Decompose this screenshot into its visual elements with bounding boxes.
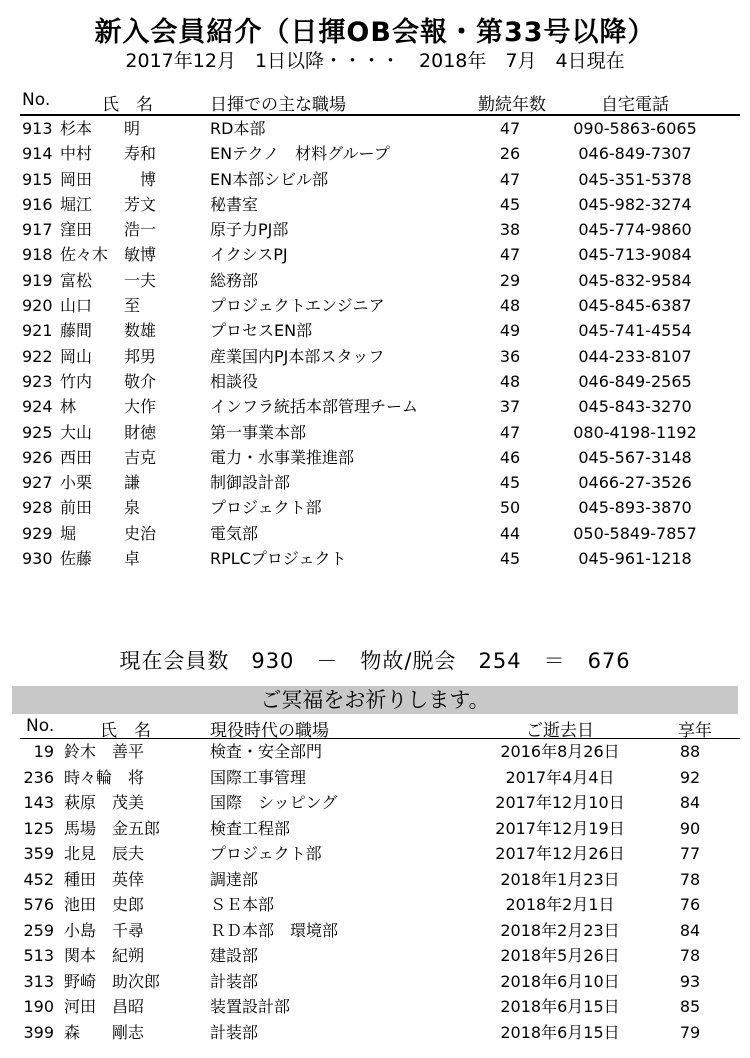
deceased-date: 2018年6月15日 (500, 1022, 620, 1042)
deceased-name: 河田 昌昭 (64, 997, 145, 1016)
header-tel: 自宅電話 (601, 95, 669, 115)
deceased-name: 萩原 茂美 (64, 793, 145, 812)
table-row (20, 790, 740, 816)
deceased-age: 78 (679, 946, 701, 965)
member-name: 岡山 邦男 (60, 346, 157, 366)
table-row (20, 867, 740, 893)
member-years: 47 (499, 422, 521, 442)
table-header (20, 716, 740, 739)
member-name: 竹内 敬介 (60, 371, 157, 391)
member-years: 47 (499, 245, 521, 265)
deceased-name: 鈴木 善平 (64, 742, 145, 761)
member-name: 岡田 博 (60, 169, 157, 189)
member-tel: 046-849-7307 (578, 144, 692, 164)
deceased-date: 2018年2月1日 (505, 895, 615, 914)
deceased-job: 調達部 (210, 869, 259, 889)
table-row (20, 293, 740, 318)
member-tel: 045-893-3870 (578, 498, 692, 518)
member-job: 産業国内PJ本部スタッフ (210, 346, 385, 366)
deceased-job: 検査・安全部門 (210, 742, 323, 761)
deceased-date: 2018年1月23日 (500, 869, 620, 889)
member-job: 原子力PJ部 (210, 220, 289, 240)
member-tel: 046-849-2565 (578, 371, 692, 391)
member-job: ENテクノ 材料グループ (210, 144, 390, 164)
deceased-name: 時々輪 将 (64, 767, 145, 787)
deceased-no: 19 (33, 742, 54, 761)
deceased-name: 森 剛志 (64, 1022, 145, 1042)
member-name: 山口 至 (60, 296, 141, 316)
deceased-job: ＳＥ本部 (210, 895, 275, 914)
member-tel: 0466-27-3526 (578, 473, 692, 493)
deceased-age: 90 (679, 818, 701, 838)
member-tel: 080-4198-1192 (573, 422, 697, 442)
member-job: RD本部 (210, 119, 266, 138)
table-row (20, 344, 740, 369)
obituary-table (20, 716, 740, 1045)
member-years: 38 (499, 220, 521, 240)
deceased-job: 装置設計部 (210, 997, 291, 1016)
member-name: 小栗 謙 (60, 473, 141, 493)
header-job: 現役時代の職場 (210, 721, 329, 741)
member-count-summary: 現在会員数 930 － 物故/脱会 254 ＝ 676 (119, 649, 631, 673)
member-tel: 045-713-9084 (578, 245, 692, 265)
member-name: 藤間 数雄 (60, 321, 157, 341)
table-row (20, 369, 740, 394)
deceased-no: 513 (23, 946, 54, 965)
member-tel: 044-233-8107 (578, 346, 692, 366)
table-row (20, 892, 740, 918)
table-row (20, 116, 740, 141)
deceased-name: 馬場 金五郎 (64, 818, 161, 838)
deceased-job: 計装部 (210, 971, 259, 991)
member-job: インフラ統括本部管理チーム (210, 397, 419, 417)
deceased-name: 種田 英倖 (64, 869, 145, 889)
deceased-date: 2017年12月26日 (495, 844, 625, 863)
member-no: 929 (22, 523, 53, 543)
member-no: 919 (22, 270, 53, 290)
deceased-job: 国際工事管理 (210, 767, 307, 787)
deceased-no: 190 (23, 997, 54, 1016)
member-name: 窪田 浩一 (60, 220, 157, 240)
deceased-age: 92 (679, 767, 701, 787)
member-job: 電力・水事業推進部 (210, 447, 355, 467)
table-row (20, 1020, 740, 1046)
table-row (20, 141, 740, 166)
deceased-no: 399 (23, 1022, 54, 1042)
header-job: 日揮での主な職場 (210, 95, 346, 115)
member-years: 48 (499, 371, 521, 391)
deceased-job: 計装部 (210, 1022, 259, 1042)
deceased-age: 93 (679, 971, 701, 991)
table-row (20, 420, 740, 445)
table-row (20, 739, 740, 765)
member-name: 大山 財徳 (60, 422, 157, 442)
member-name: 富松 一夫 (60, 270, 157, 290)
member-tel: 045-741-4554 (578, 321, 692, 341)
member-years: 47 (499, 119, 521, 138)
table-row (20, 242, 740, 267)
header-name: 氏 名 (102, 95, 153, 115)
member-years: 26 (499, 144, 521, 164)
deceased-age: 84 (679, 920, 701, 940)
member-tel: 045-567-3148 (578, 447, 692, 467)
header-years: 勤続年数 (478, 95, 546, 115)
deceased-date: 2018年5月26日 (500, 946, 620, 965)
table-row (20, 546, 740, 571)
member-no: 920 (22, 296, 53, 316)
member-no: 914 (22, 144, 53, 164)
deceased-name: 小島 千尋 (64, 920, 145, 940)
member-name: 佐々木 敏博 (60, 245, 157, 265)
member-no: 930 (22, 549, 53, 569)
deceased-date: 2018年2月23日 (500, 920, 620, 940)
member-name: 佐藤 卓 (60, 549, 141, 569)
table-row (20, 268, 740, 293)
member-years: 48 (499, 296, 521, 316)
member-years: 29 (499, 270, 521, 290)
header-name: 氏 名 (100, 721, 151, 741)
member-no: 915 (22, 169, 53, 189)
member-job: 秘書室 (210, 194, 259, 214)
deceased-date: 2018年6月15日 (500, 997, 620, 1016)
table-header (20, 90, 740, 116)
header-age: 享年 (678, 721, 712, 741)
member-name: 堀江 芳文 (60, 194, 157, 214)
member-name: 前田 泉 (60, 498, 141, 518)
deceased-age: 76 (679, 895, 701, 914)
member-tel: 045-843-3270 (578, 397, 692, 417)
member-years: 50 (499, 498, 521, 518)
member-no: 924 (22, 397, 53, 417)
member-years: 36 (499, 346, 521, 366)
member-job: プロジェクトエンジニア (210, 296, 385, 316)
table-row (20, 192, 740, 217)
member-job: 第一事業本部 (210, 422, 307, 442)
member-no: 923 (22, 371, 53, 391)
member-no: 928 (22, 498, 53, 518)
table-row (20, 521, 740, 546)
table-row (20, 470, 740, 495)
obituary-body (20, 739, 740, 1045)
member-job: EN本部シビル部 (210, 169, 329, 189)
table-row (20, 765, 740, 791)
table-row (20, 841, 740, 867)
deceased-age: 88 (679, 742, 701, 761)
member-name: 杉本 明 (60, 119, 141, 138)
deceased-name: 池田 史郎 (64, 895, 145, 914)
member-years: 37 (499, 397, 521, 417)
deceased-date: 2016年8月26日 (500, 742, 620, 761)
member-years: 45 (499, 473, 521, 493)
deceased-name: 北見 辰夫 (64, 844, 145, 863)
member-job: 相談役 (210, 371, 259, 391)
deceased-no: 236 (23, 767, 54, 787)
member-job: プロジェクト部 (210, 498, 322, 518)
page-title: 新入会員紹介（日揮OB会報・第33号以降） (94, 17, 656, 48)
member-tel: 090-5863-6065 (573, 119, 697, 138)
member-years: 44 (499, 523, 521, 543)
deceased-job: プロジェクト部 (210, 844, 322, 863)
deceased-age: 84 (679, 793, 701, 812)
member-no: 918 (22, 245, 53, 265)
member-name: 林 大作 (60, 397, 157, 417)
deceased-date: 2017年12月10日 (495, 793, 625, 812)
deceased-date: 2018年6月10日 (500, 971, 620, 991)
member-job: イクシスPJ (210, 245, 288, 265)
new-members-body (20, 116, 740, 571)
deceased-job: 検査工程部 (210, 818, 291, 838)
deceased-no: 125 (23, 818, 54, 838)
member-no: 916 (22, 194, 53, 214)
table-row (20, 918, 740, 944)
member-no: 921 (22, 321, 53, 341)
member-years: 46 (499, 447, 521, 467)
member-years: 45 (499, 194, 521, 214)
member-tel: 045-351-5378 (578, 169, 692, 189)
deceased-date: 2017年4月4日 (505, 767, 615, 787)
member-no: 913 (22, 119, 53, 138)
deceased-age: 78 (679, 869, 701, 889)
member-years: 49 (499, 321, 521, 341)
deceased-age: 77 (679, 844, 701, 863)
deceased-age: 79 (679, 1022, 701, 1042)
deceased-name: 野崎 助次郎 (64, 971, 161, 991)
header-no: No. (22, 90, 51, 110)
table-row (20, 318, 740, 343)
table-row (20, 994, 740, 1020)
deceased-no: 359 (23, 844, 54, 863)
table-row (20, 495, 740, 520)
deceased-no: 143 (23, 793, 54, 812)
member-name: 中村 寿和 (60, 144, 157, 164)
deceased-job: 建設部 (210, 946, 259, 965)
member-years: 45 (499, 549, 521, 569)
table-row (20, 394, 740, 419)
member-tel: 050-5849-7857 (573, 523, 697, 543)
member-years: 47 (499, 169, 521, 189)
table-row (20, 816, 740, 842)
deceased-no: 259 (23, 920, 54, 940)
member-no: 927 (22, 473, 53, 493)
member-no: 917 (22, 220, 53, 240)
deceased-name: 関本 紀朔 (64, 946, 145, 965)
member-name: 西田 吉克 (60, 447, 157, 467)
table-row (20, 445, 740, 470)
member-job: RPLCプロジェクト (210, 549, 347, 569)
member-tel: 045-982-3274 (578, 194, 692, 214)
deceased-job: ＲＤ本部 環境部 (210, 920, 339, 940)
member-job: プロセスEN部 (210, 321, 313, 341)
deceased-no: 452 (23, 869, 54, 889)
member-job: 電気部 (210, 523, 259, 543)
table-row (20, 217, 740, 242)
header-no: No. (26, 716, 55, 736)
deceased-date: 2017年12月19日 (495, 818, 625, 838)
header-date: ご逝去日 (526, 721, 594, 741)
table-row (20, 943, 740, 969)
table-row (20, 969, 740, 995)
new-members-table (20, 90, 740, 571)
member-name: 堀 史治 (60, 523, 157, 543)
member-tel: 045-961-1218 (578, 549, 692, 569)
member-no: 925 (22, 422, 53, 442)
deceased-age: 85 (679, 997, 701, 1016)
member-no: 922 (22, 346, 53, 366)
deceased-job: 国際 シッピング (210, 793, 338, 812)
deceased-no: 313 (23, 971, 54, 991)
member-no: 926 (22, 447, 53, 467)
member-tel: 045-774-9860 (578, 220, 692, 240)
member-tel: 045-832-9584 (578, 270, 692, 290)
table-row (20, 167, 740, 192)
member-tel: 045-845-6387 (578, 296, 692, 316)
condolence-banner: ご冥福をお祈りします。 (12, 686, 738, 714)
deceased-no: 576 (23, 895, 54, 914)
page-subtitle: 2017年12月 1日以降・・・・ 2018年 7月 4日現在 (125, 50, 625, 72)
member-job: 総務部 (210, 270, 259, 290)
member-job: 制御設計部 (210, 473, 291, 493)
